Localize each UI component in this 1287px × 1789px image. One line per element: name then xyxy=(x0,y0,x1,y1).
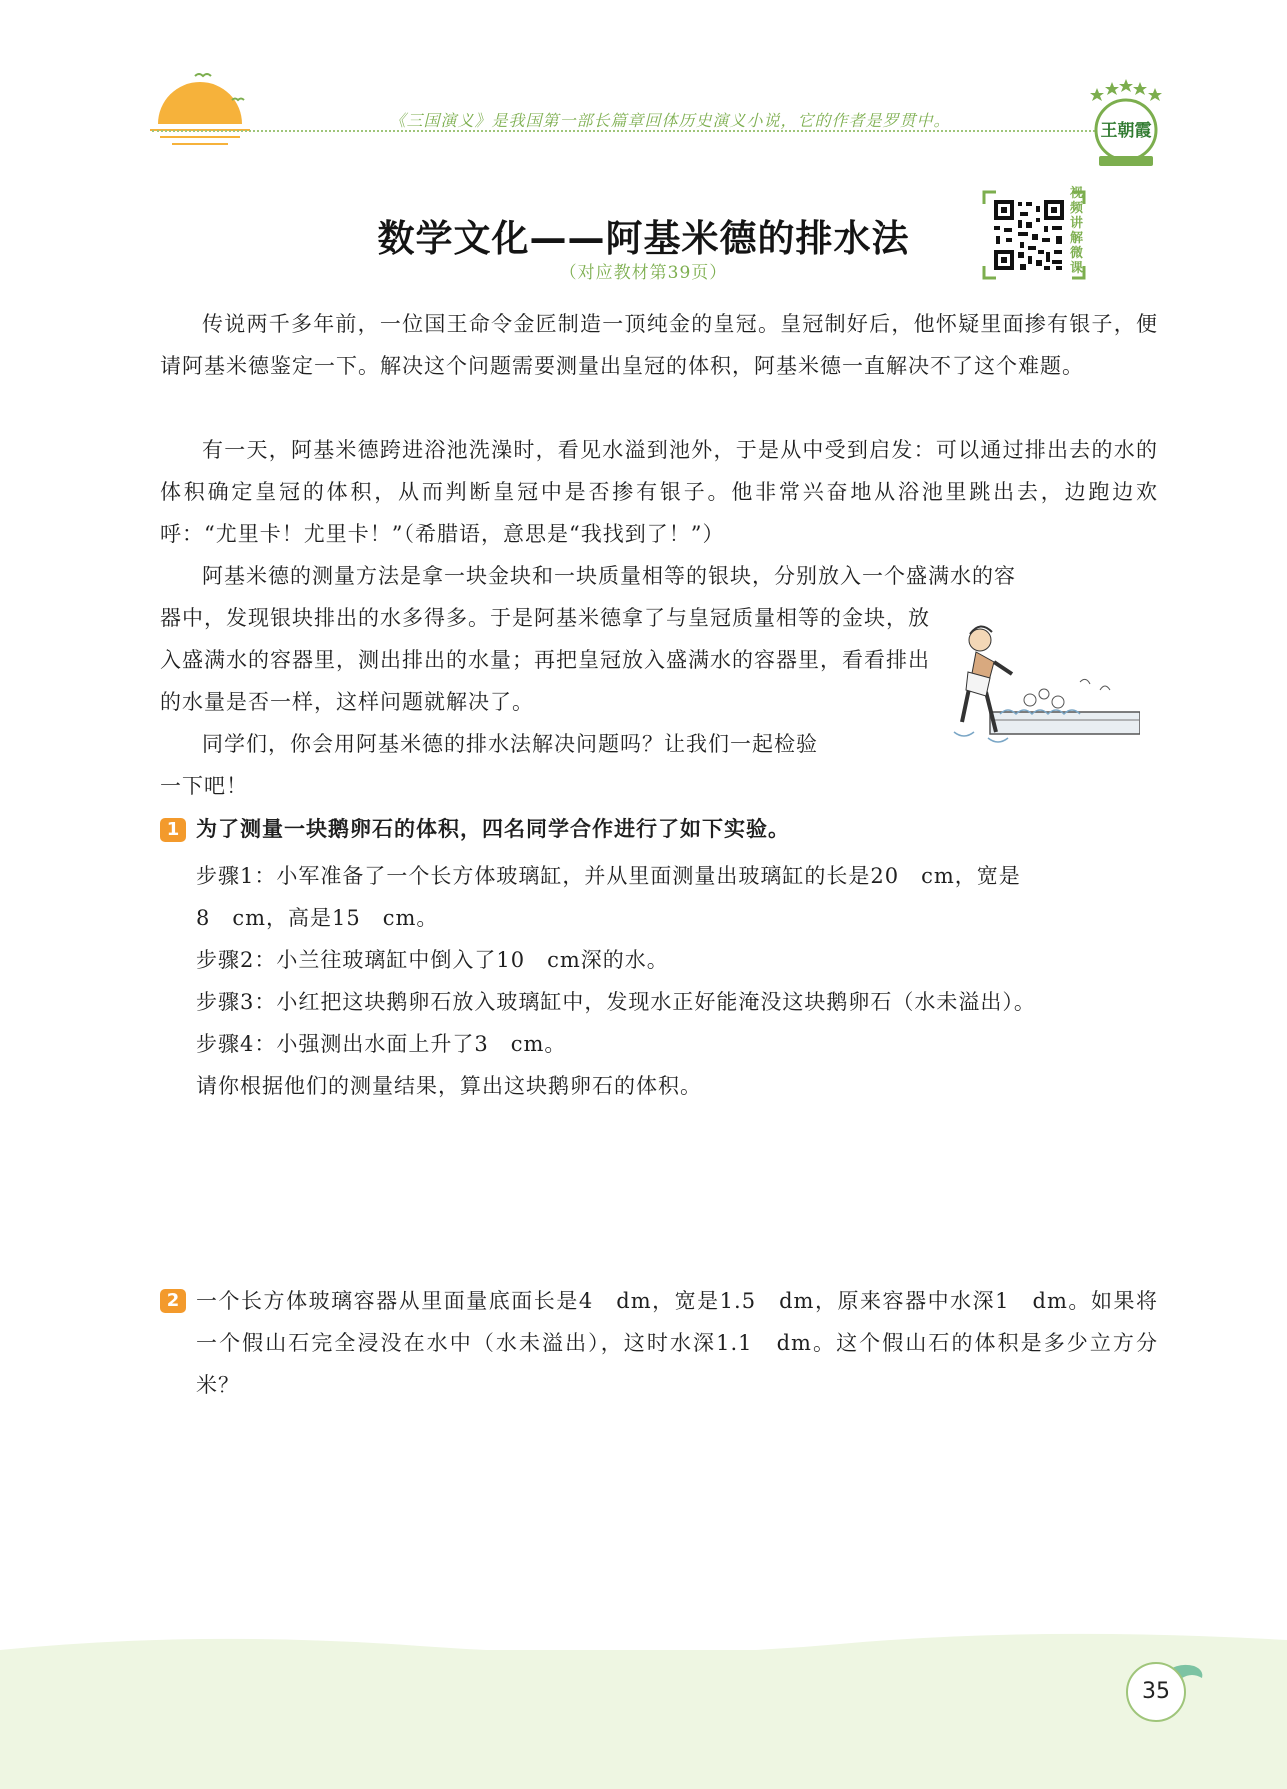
qr-label: 视频讲解微课 xyxy=(1070,186,1084,276)
question-1-step-2: 步骤2：小兰往玻璃缸中倒入了10 cm深的水。 xyxy=(196,948,669,972)
question-2-badge: 2 xyxy=(160,1289,186,1313)
question-1-step-1: 步骤1：小军准备了一个长方体玻璃缸，并从里面测量出玻璃缸的长是20 cm，宽是 xyxy=(196,864,1021,888)
footer-band xyxy=(0,1650,1287,1789)
page-title: 数学文化——阿基米德的排水法 xyxy=(377,217,910,260)
paragraph-4-end: 一下吧！ xyxy=(160,774,248,798)
header-quote: 《三国演义》是我国第一部长篇章回体历史演义小说，它的作者是罗贯中。 xyxy=(389,111,951,130)
archimedes-bath-illustration xyxy=(940,612,1140,760)
question-1-step-3: 步骤3：小红把这块鹅卵石放入玻璃缸中，发现水正好能淹没这块鹅卵石（水未溢出）。 xyxy=(196,990,1036,1014)
page-subtitle: （对应教材第39页） xyxy=(559,263,728,283)
page-number: 35 xyxy=(1126,1662,1186,1722)
paragraph-4: 同学们，你会用阿基米德的排水法解决问题吗？让我们一起检验 xyxy=(202,732,818,756)
svg-text:王朝霞: 王朝霞 xyxy=(1100,121,1152,141)
paragraph-3-wrapped: 器中，发现银块排出的水多得多。于是阿基米德拿了与皇冠质量相等的金块，放入盛满水的容器里，测出排出的水量；再把皇冠放入盛满水的容器里，看看排出的水量是否一样，这样问题就解决了。 xyxy=(160,606,930,714)
paragraph-2: 有一天，阿基米德跨进浴池洗澡时，看见水溢到池外，于是从中受到启发：可以通过排出去的水的体积确定皇冠的体积，从而判断皇冠中是否掺有银子。他非常兴奋地从浴池里跳出去，边跑边欢呼：“尤里卡！尤里卡！”（希腊语，意思是“我找到了！”） xyxy=(160,438,1158,546)
question-1-badge: 1 xyxy=(160,818,186,842)
question-1-ask: 请你根据他们的测量结果，算出这块鹅卵石的体积。 xyxy=(196,1074,702,1098)
sunset-icon xyxy=(150,62,250,150)
question-1-step-4: 步骤4：小强测出水面上升了3 cm。 xyxy=(196,1032,567,1056)
brand-logo xyxy=(1085,76,1167,168)
question-1-step-1-cont: 8 cm，高是15 cm。 xyxy=(196,906,439,930)
question-1-title: 为了测量一块鹅卵石的体积，四名同学合作进行了如下实验。 xyxy=(196,817,790,841)
paragraph-3-first-line: 阿基米德的测量方法是拿一块金块和一块质量相等的银块，分别放入一个盛满水的容 xyxy=(202,564,1016,588)
paragraph-1: 传说两千多年前，一位国王命令金匠制造一顶纯金的皇冠。皇冠制好后，他怀疑里面掺有银子，便请阿基米德鉴定一下。解决这个问题需要测量出皇冠的体积，阿基米德一直解决不了这个难题。 xyxy=(160,312,1158,378)
question-2-text: 一个长方体玻璃容器从里面量底面长是4 dm，宽是1.5 dm，原来容器中水深1 dm。如果将一个假山石完全浸没在水中（水未溢出），这时水深1.1 dm。这个假山石的体积是多少立方分米？ xyxy=(196,1289,1158,1397)
